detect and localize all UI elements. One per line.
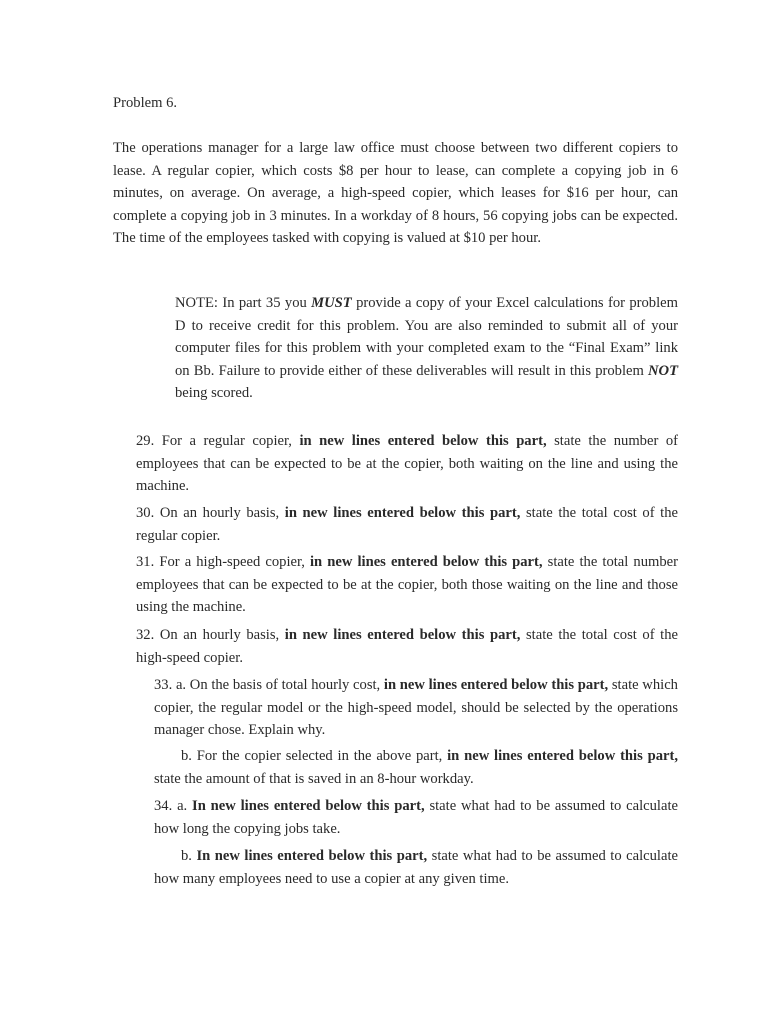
- question-emphasis: in new lines entered below this part,: [299, 433, 547, 449]
- question-text: state what had to be assumed to calculate how long the copying jobs take.: [154, 798, 678, 837]
- question-emphasis: in new lines entered below this part,: [447, 748, 678, 764]
- question-emphasis: in new lines entered below this part,: [310, 554, 543, 570]
- question-32: [136, 624, 678, 669]
- question-text: state the total cost of the high-speed copier.: [136, 627, 678, 666]
- question-33a: [154, 674, 678, 742]
- note-emphasis-must: MUST: [311, 295, 352, 311]
- question-emphasis: in new lines entered below this part,: [383, 677, 609, 693]
- question-emphasis: in new lines entered below this part,: [284, 627, 521, 643]
- question-text: b.: [181, 848, 197, 864]
- note-paragraph: [175, 292, 678, 405]
- question-text: state the amount of that is saved in an 8-hour workday.: [154, 770, 474, 787]
- note-text: provide a copy of your Excel calculations for problem D to receive credit for this problem. You are also reminded to submit all of your computer files for this problem with your completed exam to the “Final Exam” link on Bb. Failure to provide either of these deliverables will result in this problem: [175, 295, 678, 379]
- question-text: 33. a. On the basis of total hourly cost,: [154, 677, 384, 693]
- question-31: [136, 551, 678, 619]
- question-text: 31. For a high-speed copier,: [136, 554, 310, 570]
- problem-title: Problem 6.: [113, 95, 178, 111]
- question-emphasis: In new lines entered below this part,: [192, 798, 425, 814]
- note-emphasis-not: NOT: [648, 362, 678, 379]
- question-text: 29. For a regular copier,: [136, 433, 300, 449]
- note-text: NOTE: In part 35 you: [175, 295, 312, 311]
- question-text: 34. a.: [154, 798, 193, 814]
- problem-intro: The operations manager for a large law office must choose between two different copiers to lease. A regular copier, which costs $8 per hour to lease, can complete a copying job in 6 minutes, on average. On average, a high-speed copier, which leases for $16 per hour, can complete a copying job in 3 minutes. In a workday of 8 hours, 56 copying jobs can be expected. The time of the employees tasked with copying is valued at $10 per hour.: [113, 140, 678, 246]
- question-text: state what had to be assumed to calculate how many employees need to use a copier at any given time.: [154, 848, 678, 887]
- question-text: state which copier, the regular model or the high-speed model, should be selected by the operations manager chose. Explain why.: [154, 677, 678, 738]
- question-34a: [154, 795, 678, 840]
- question-text: state the total cost of the regular copier.: [136, 505, 678, 544]
- question-text: 30. On an hourly basis,: [136, 505, 285, 521]
- note-text: being scored.: [175, 385, 253, 401]
- question-text: state the number of employees that can be expected to be at the copier, both waiting on the line and using the machine.: [136, 433, 678, 494]
- question-text: 32. On an hourly basis,: [136, 627, 285, 643]
- question-text: state the total number employees that can be expected to be at the copier, both those waiting on the line and those using the machine.: [136, 554, 678, 615]
- question-emphasis: In new lines entered below this part,: [196, 848, 428, 864]
- question-33b: [154, 745, 678, 790]
- question-text: b. For the copier selected in the above part,: [181, 748, 448, 764]
- question-emphasis: in new lines entered below this part,: [284, 505, 521, 521]
- question-34b: [154, 845, 678, 890]
- question-30: [136, 502, 678, 547]
- question-29: [136, 430, 678, 498]
